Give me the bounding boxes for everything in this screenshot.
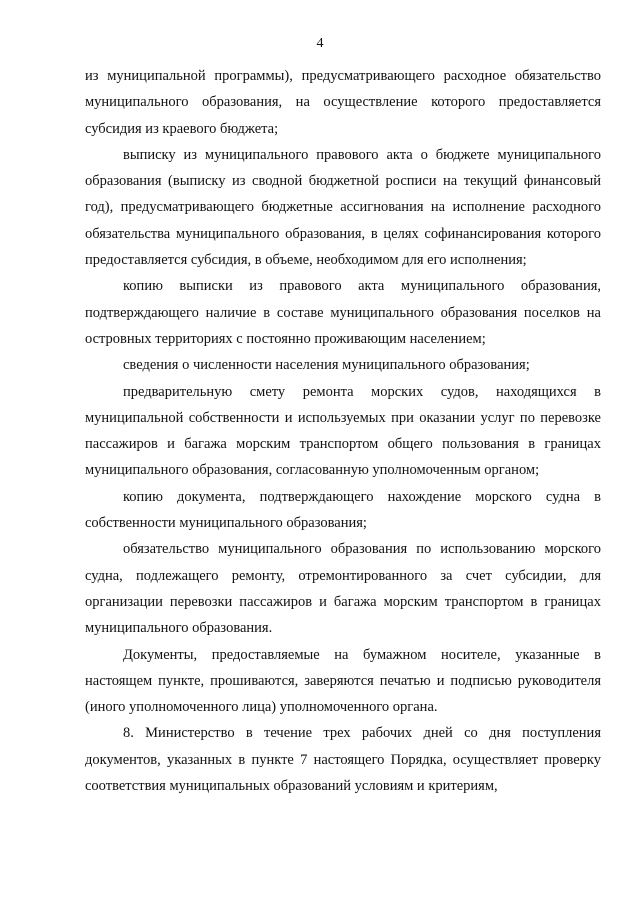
page-number: 4 <box>316 36 324 51</box>
paragraph-obligation: обязательство муниципального образования по использованию морского судна, подлежащего ремонту, отремонтированного за счет субсидии, для организации перевозки пассажиров и багажа морским транспортом в границах муниципального образования. <box>85 541 601 637</box>
document-body <box>85 63 601 799</box>
paragraph-continuation: из муниципальной программы), предусматривающего расходное обязательство муниципального образования, на осуществление которого предоставляется субсидия из краевого бюджета; <box>85 68 601 137</box>
paragraph-repair-estimate: предварительную смету ремонта морских судов, находящихся в муниципальной собственности и используемых при оказании услуг по перевозке пассажиров и багажа морским транспортом общего пользования в границах муниципального образования, согласованную уполномоченным органом; <box>85 383 601 479</box>
paragraph-ownership-copy: копию документа, подтверждающего нахождение морского судна в собственности муниципального образования; <box>85 488 601 532</box>
paragraph-paper-documents: Документы, предоставляемые на бумажном носителе, указанные в настоящем пункте, прошиваются, заверяются печатью и подписью руководителя (иного уполномоченного лица) уполномоченного органа. <box>85 646 601 716</box>
paragraph-item-8: 8. Министерство в течение трех рабочих дней со дня поступления документов, указанных в пункте 7 настоящего Порядка, осуществляет проверку соответствия муниципальных образований условиям и критериям, <box>85 725 601 795</box>
paragraph-budget-extract: выписку из муниципального правового акта о бюджете муниципального образования (выписку из сводной бюджетной росписи на текущий финансовый год), предусматривающего бюджетные ассигнования на исполнение расходного обязательства муниципального образования, в целях софинансирования которого предоставляется субсидия, в объеме, необходимом для его исполнения; <box>85 146 601 269</box>
paragraph-legal-act-copy: копию выписки из правового акта муниципального образования, подтверждающего наличие в составе муниципального образования поселков на островных территориях с постоянно проживающим населением; <box>85 278 601 347</box>
paragraph-population-info: сведения о численности населения муниципального образования; <box>123 357 530 374</box>
